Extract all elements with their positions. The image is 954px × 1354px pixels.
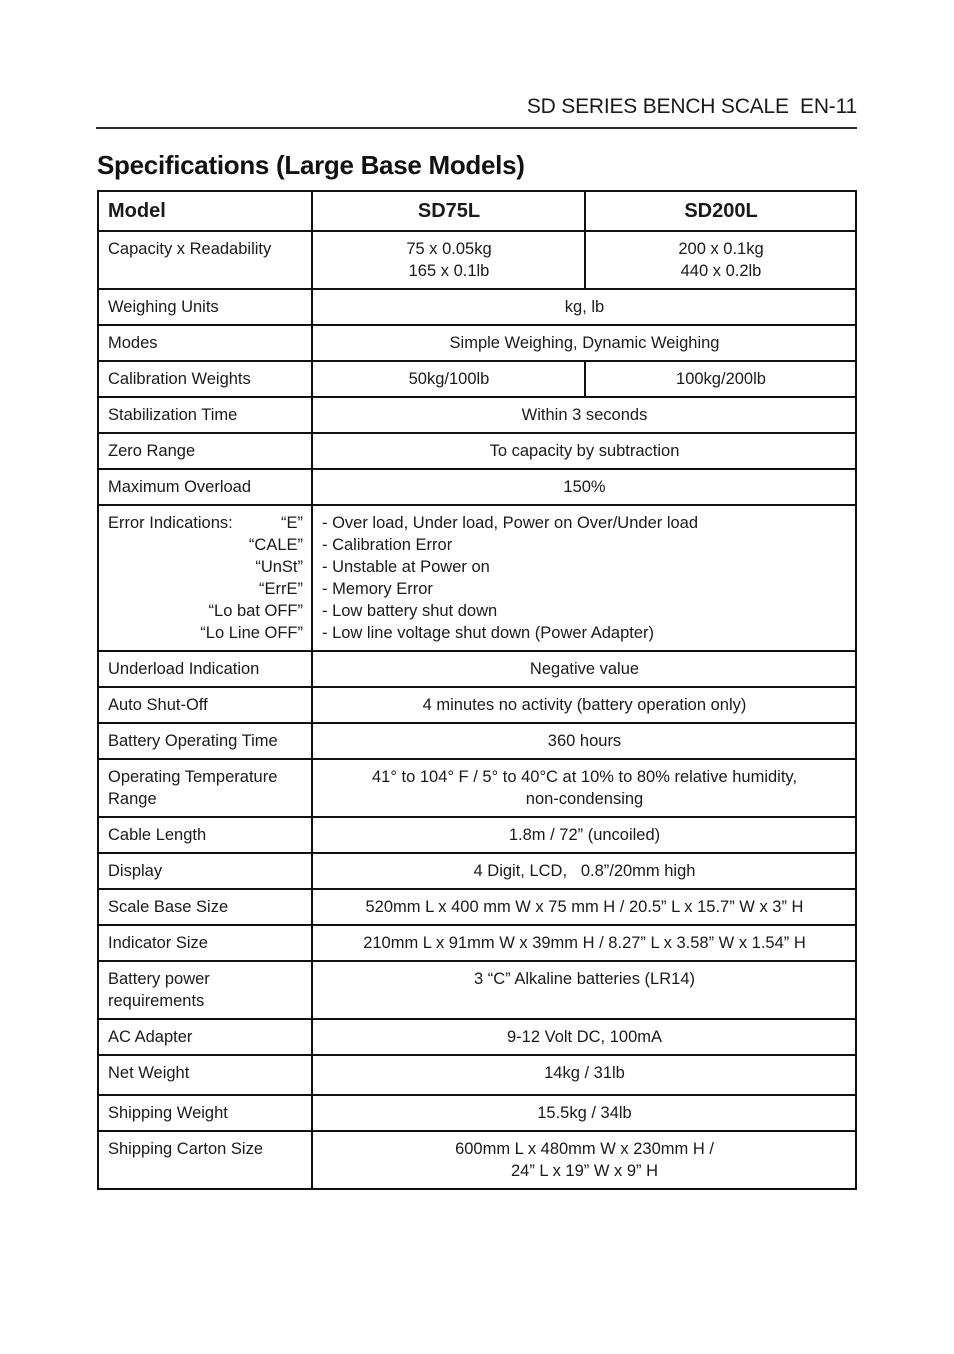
- row-value: 1.8m / 72” (uncoiled): [312, 817, 856, 853]
- row-label: Indicator Size: [98, 925, 312, 961]
- row-label: Weighing Units: [98, 289, 312, 325]
- table-row: [98, 723, 856, 759]
- calibration-sd75l: 50kg/100lb: [312, 361, 585, 397]
- row-label: Battery power requirements: [98, 961, 312, 1019]
- table-row: [98, 961, 856, 1019]
- table-row: [98, 1019, 856, 1055]
- row-label: Auto Shut-Off: [98, 687, 312, 723]
- row-value: 15.5kg / 34lb: [312, 1095, 856, 1131]
- error-description: - Calibration Error: [322, 536, 453, 554]
- header-divider: [96, 127, 857, 129]
- row-label: Capacity x Readability: [98, 231, 312, 289]
- table-row: [98, 361, 856, 397]
- table-row: [98, 889, 856, 925]
- capacity-sd75l-lb: 165 x 0.1lb: [408, 262, 490, 280]
- row-label: Modes: [98, 325, 312, 361]
- error-description: - Low line voltage shut down (Power Adapter): [322, 624, 655, 642]
- row-label: Cable Length: [98, 817, 312, 853]
- row-label: Underload Indication: [98, 651, 312, 687]
- page-header: [97, 93, 857, 123]
- capacity-sd75l: [312, 231, 585, 289]
- table-row: [98, 231, 856, 289]
- table-row: [98, 817, 856, 853]
- table-row: [98, 433, 856, 469]
- error-code: “UnSt”: [255, 558, 303, 576]
- row-label: Battery Operating Time: [98, 723, 312, 759]
- row-label: Operating Temperature Range: [98, 759, 312, 817]
- row-value: 9-12 Volt DC, 100mA: [312, 1019, 856, 1055]
- error-description: - Low battery shut down: [322, 602, 498, 620]
- table-row: [98, 1131, 856, 1189]
- table-row: [98, 325, 856, 361]
- row-value: Within 3 seconds: [312, 397, 856, 433]
- specifications-table: [97, 190, 857, 1190]
- row-label: Zero Range: [98, 433, 312, 469]
- table-row: [98, 469, 856, 505]
- error-indications-cell: [98, 505, 312, 651]
- column-header-sd75l: SD75L: [312, 191, 585, 231]
- row-label: Maximum Overload: [98, 469, 312, 505]
- column-header-sd200l: SD200L: [585, 191, 856, 231]
- row-label: Calibration Weights: [98, 361, 312, 397]
- error-code: “Lo Line OFF”: [200, 624, 303, 642]
- row-value: 4 minutes no activity (battery operation only): [312, 687, 856, 723]
- error-code: “E”: [281, 514, 303, 532]
- row-value: 14kg / 31lb: [312, 1055, 856, 1095]
- row-label: Net Weight: [98, 1055, 312, 1095]
- row-value: To capacity by subtraction: [312, 433, 856, 469]
- table-row: [98, 853, 856, 889]
- table-row: [98, 397, 856, 433]
- row-value: 520mm L x 400 mm W x 75 mm H / 20.5” L x 15.7” W x 3” H: [312, 889, 856, 925]
- row-label: Shipping Carton Size: [98, 1131, 312, 1189]
- error-code: “ErrE”: [259, 580, 303, 598]
- row-value: Simple Weighing, Dynamic Weighing: [312, 325, 856, 361]
- capacity-sd200l: [585, 231, 856, 289]
- column-header-model: Model: [98, 191, 312, 231]
- row-label: Scale Base Size: [98, 889, 312, 925]
- row-value: 210mm L x 91mm W x 39mm H / 8.27” L x 3.58” W x 1.54” H: [312, 925, 856, 961]
- row-label: Error Indications:: [108, 514, 233, 532]
- row-value: 360 hours: [312, 723, 856, 759]
- section-title: Specifications (Large Base Models): [97, 150, 525, 180]
- row-label: Shipping Weight: [98, 1095, 312, 1131]
- error-description: - Over load, Under load, Power on Over/Under load: [322, 514, 699, 532]
- capacity-sd75l-kg: 75 x 0.05kg: [406, 240, 492, 258]
- calibration-sd200l: 100kg/200lb: [585, 361, 856, 397]
- table-header-row: [98, 191, 856, 231]
- row-value: 41° to 104° F / 5° to 40°C at 10% to 80% relative humidity, non-condensing: [312, 759, 856, 817]
- row-label: Stabilization Time: [98, 397, 312, 433]
- row-value: 3 “C” Alkaline batteries (LR14): [312, 961, 856, 1019]
- table-row: [98, 759, 856, 817]
- table-row: [98, 651, 856, 687]
- capacity-sd200l-kg: 200 x 0.1kg: [678, 240, 764, 258]
- table-row: [98, 1095, 856, 1131]
- row-label: AC Adapter: [98, 1019, 312, 1055]
- row-label: Display: [98, 853, 312, 889]
- table-row: [98, 505, 856, 651]
- table-row: [98, 1055, 856, 1095]
- error-code: “Lo bat OFF”: [208, 602, 303, 620]
- row-value: 4 Digit, LCD, 0.8”/20mm high: [312, 853, 856, 889]
- capacity-sd200l-lb: 440 x 0.2lb: [680, 262, 762, 280]
- table-row: [98, 925, 856, 961]
- row-value: kg, lb: [312, 289, 856, 325]
- error-descriptions-cell: [312, 505, 856, 651]
- row-value: Negative value: [312, 651, 856, 687]
- row-value: 150%: [312, 469, 856, 505]
- error-description: - Memory Error: [322, 580, 433, 598]
- error-description: - Unstable at Power on: [322, 558, 490, 576]
- running-title: SD SERIES BENCH SCALE EN-11: [526, 95, 857, 118]
- table-row: [98, 289, 856, 325]
- row-value: 600mm L x 480mm W x 230mm H / 24” L x 19” W x 9” H: [312, 1131, 856, 1189]
- error-code: “CALE”: [248, 536, 303, 554]
- table-row: [98, 687, 856, 723]
